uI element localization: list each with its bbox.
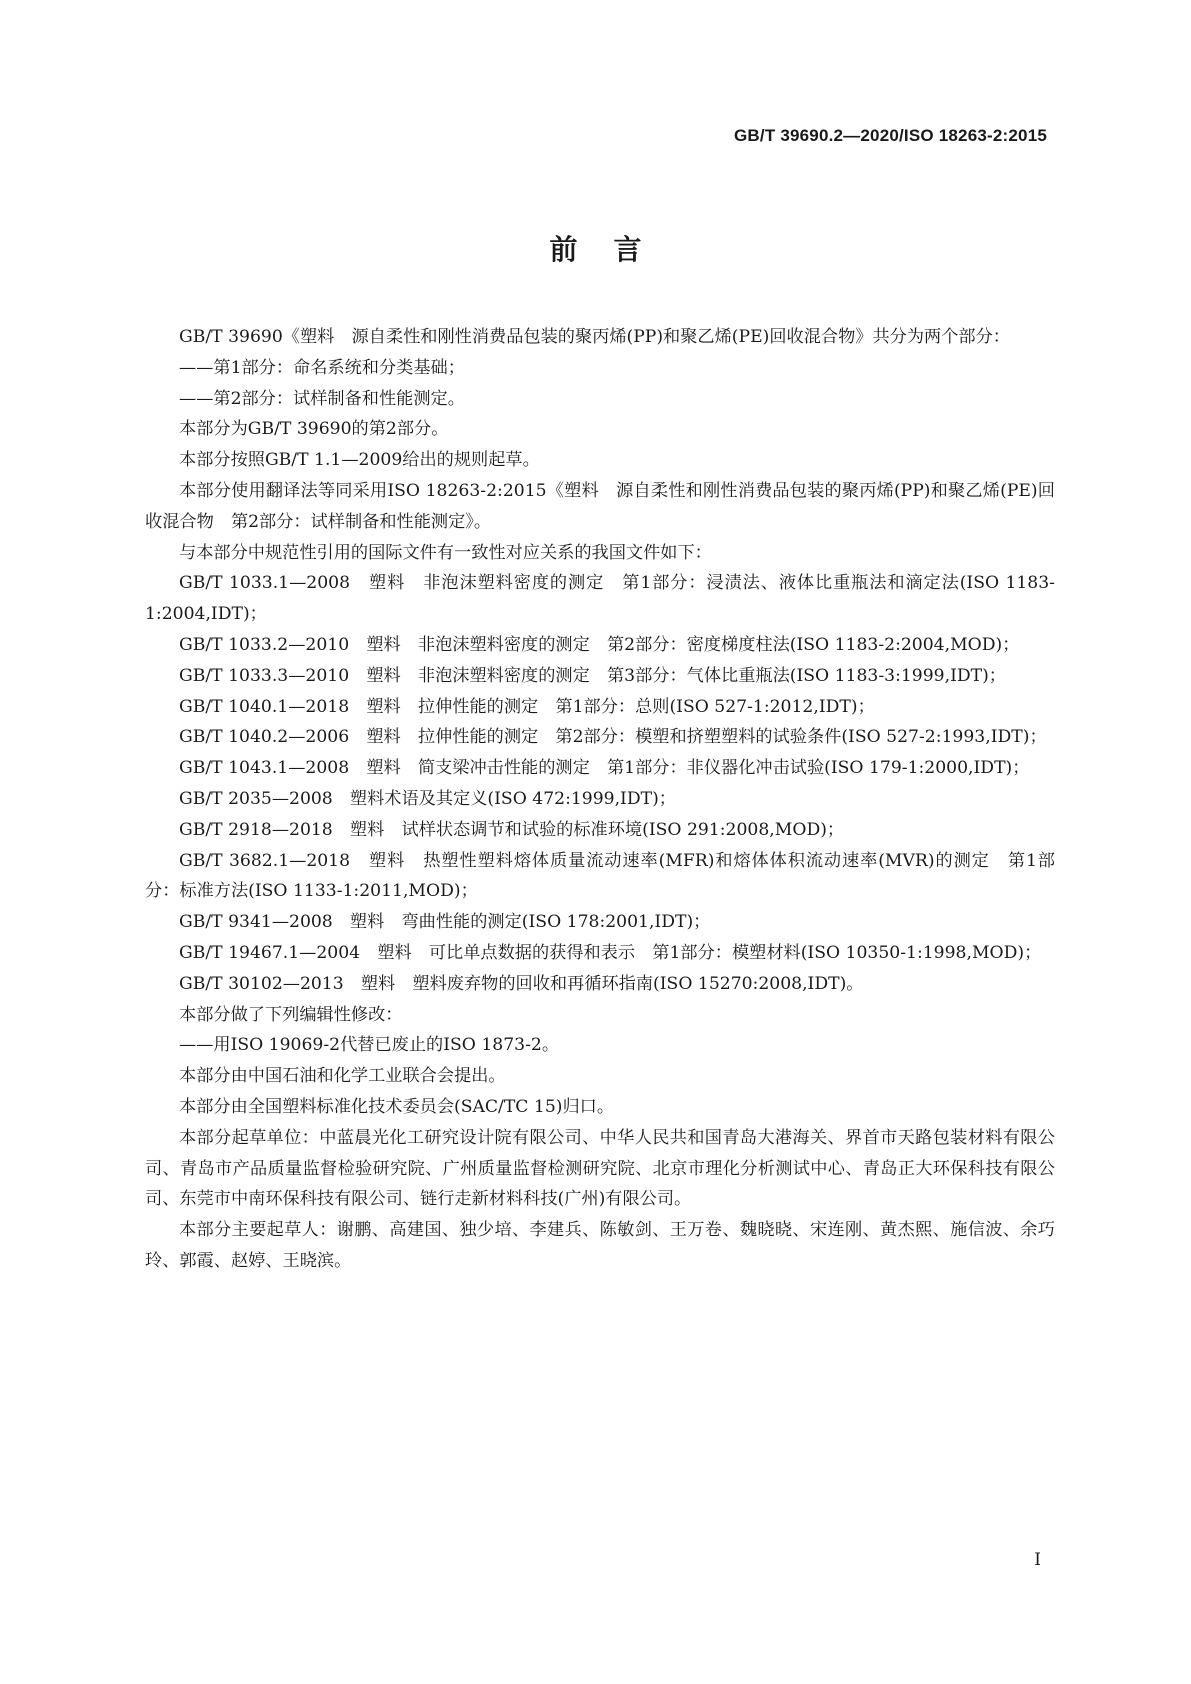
drafting-units: 本部分起草单位：中蓝晨光化工研究设计院有限公司、中华人民共和国青岛大港海关、界首市天路包装材料有限公司、青岛市产品质量监督检验研究院、广州质量监督检测研究院、北京市理化分析测试中心、青岛正大环保科技有限公司、东莞市中南环保科技有限公司、链行走新材料科技(广州)有限公司。: [145, 1127, 1055, 1210]
reference-item: GB/T 30102—2013 塑料 塑料废弃物的回收和再循环指南(ISO 15270:2008,IDT)。: [179, 973, 864, 994]
reference-item: GB/T 2035—2008 塑料术语及其定义(ISO 472:1999,IDT)；: [179, 788, 676, 809]
drafters: 本部分主要起草人：谢鹏、高建国、独少培、李建兵、陈敏剑、王万卷、魏晓晓、宋连刚、黄杰熙、施信波、余巧玲、郭霞、赵婷、王晓滨。: [145, 1220, 1055, 1271]
reference-item: GB/T 1033.2—2010 塑料 非泡沫塑料密度的测定 第2部分：密度梯度柱法(ISO 1183-2:2004,MOD)；: [179, 634, 1020, 655]
reference-item: GB/T 2918—2018 塑料 试样状态调节和试验的标准环境(ISO 291:2008,MOD)；: [179, 819, 845, 840]
paragraph: 本部分使用翻译法等同采用ISO 18263-2:2015《塑料 源自柔性和刚性消费品包装的聚丙烯(PP)和聚乙烯(PE)回收混合物 第2部分：试样制备和性能测定》。: [145, 480, 1055, 532]
paragraph: GB/T 39690《塑料 源自柔性和刚性消费品包装的聚丙烯(PP)和聚乙烯(PE)回收混合物》共分为两个部分：: [179, 327, 1010, 347]
reference-item: GB/T 3682.1—2018 塑料 热塑性塑料熔体质量流动速率(MFR)和熔体体积流动速率(MVR)的测定 第1部分：标准方法(ISO 1133-1:2011,MOD)；: [145, 850, 1055, 902]
paragraph: 与本部分中规范性引用的国际文件有一致性对应关系的我国文件如下：: [179, 542, 712, 563]
paragraph: 本部分做了下列编辑性修改：: [179, 1004, 403, 1025]
reference-item: GB/T 19467.1—2004 塑料 可比单点数据的获得和表示 第1部分：模塑材料(ISO 10350-1:1998,MOD)；: [179, 942, 1042, 963]
page-number: I: [1034, 1550, 1041, 1570]
paragraph: 本部分为GB/T 39690的第2部分。: [179, 419, 449, 440]
paragraph: ——用ISO 19069-2代替已废止的ISO 1873-2。: [179, 1035, 560, 1056]
paragraph: 本部分由全国塑料标准化技术委员会(SAC/TC 15)归口。: [179, 1096, 615, 1117]
page-title: 前言: [549, 233, 678, 266]
standard-code: GB/T 39690.2—2020/ISO 18263-2:2015: [734, 126, 1047, 145]
reference-item: GB/T 1033.1—2008 塑料 非泡沫塑料密度的测定 第1部分：浸渍法、液体比重瓶法和滴定法(ISO 1183-1:2004,IDT)；: [145, 573, 1055, 625]
paragraph: 本部分按照GB/T 1.1—2009给出的规则起草。: [179, 450, 540, 471]
paragraph: ——第2部分：试样制备和性能测定。: [179, 388, 465, 409]
reference-item: GB/T 1033.3—2010 塑料 非泡沫塑料密度的测定 第3部分：气体比重瓶法(ISO 1183-3:1999,IDT)；: [179, 665, 1006, 686]
paragraph: 本部分由中国石油和化学工业联合会提出。: [179, 1066, 506, 1087]
foreword-body: [145, 322, 1055, 1277]
reference-item: GB/T 1043.1—2008 塑料 简支梁冲击性能的测定 第1部分：非仪器化冲击试验(ISO 179-1:2000,IDT)；: [179, 758, 1030, 779]
reference-item: GB/T 1040.2—2006 塑料 拉伸性能的测定 第2部分：模塑和挤塑塑料的试验条件(ISO 527-2:1993,IDT)；: [179, 727, 1047, 748]
reference-item: GB/T 9341—2008 塑料 弯曲性能的测定(ISO 178:2001,IDT)；: [179, 912, 711, 933]
paragraph: ——第1部分：命名系统和分类基础；: [179, 357, 465, 378]
reference-item: GB/T 1040.1—2018 塑料 拉伸性能的测定 第1部分：总则(ISO 527-1:2012,IDT)；: [179, 696, 875, 717]
